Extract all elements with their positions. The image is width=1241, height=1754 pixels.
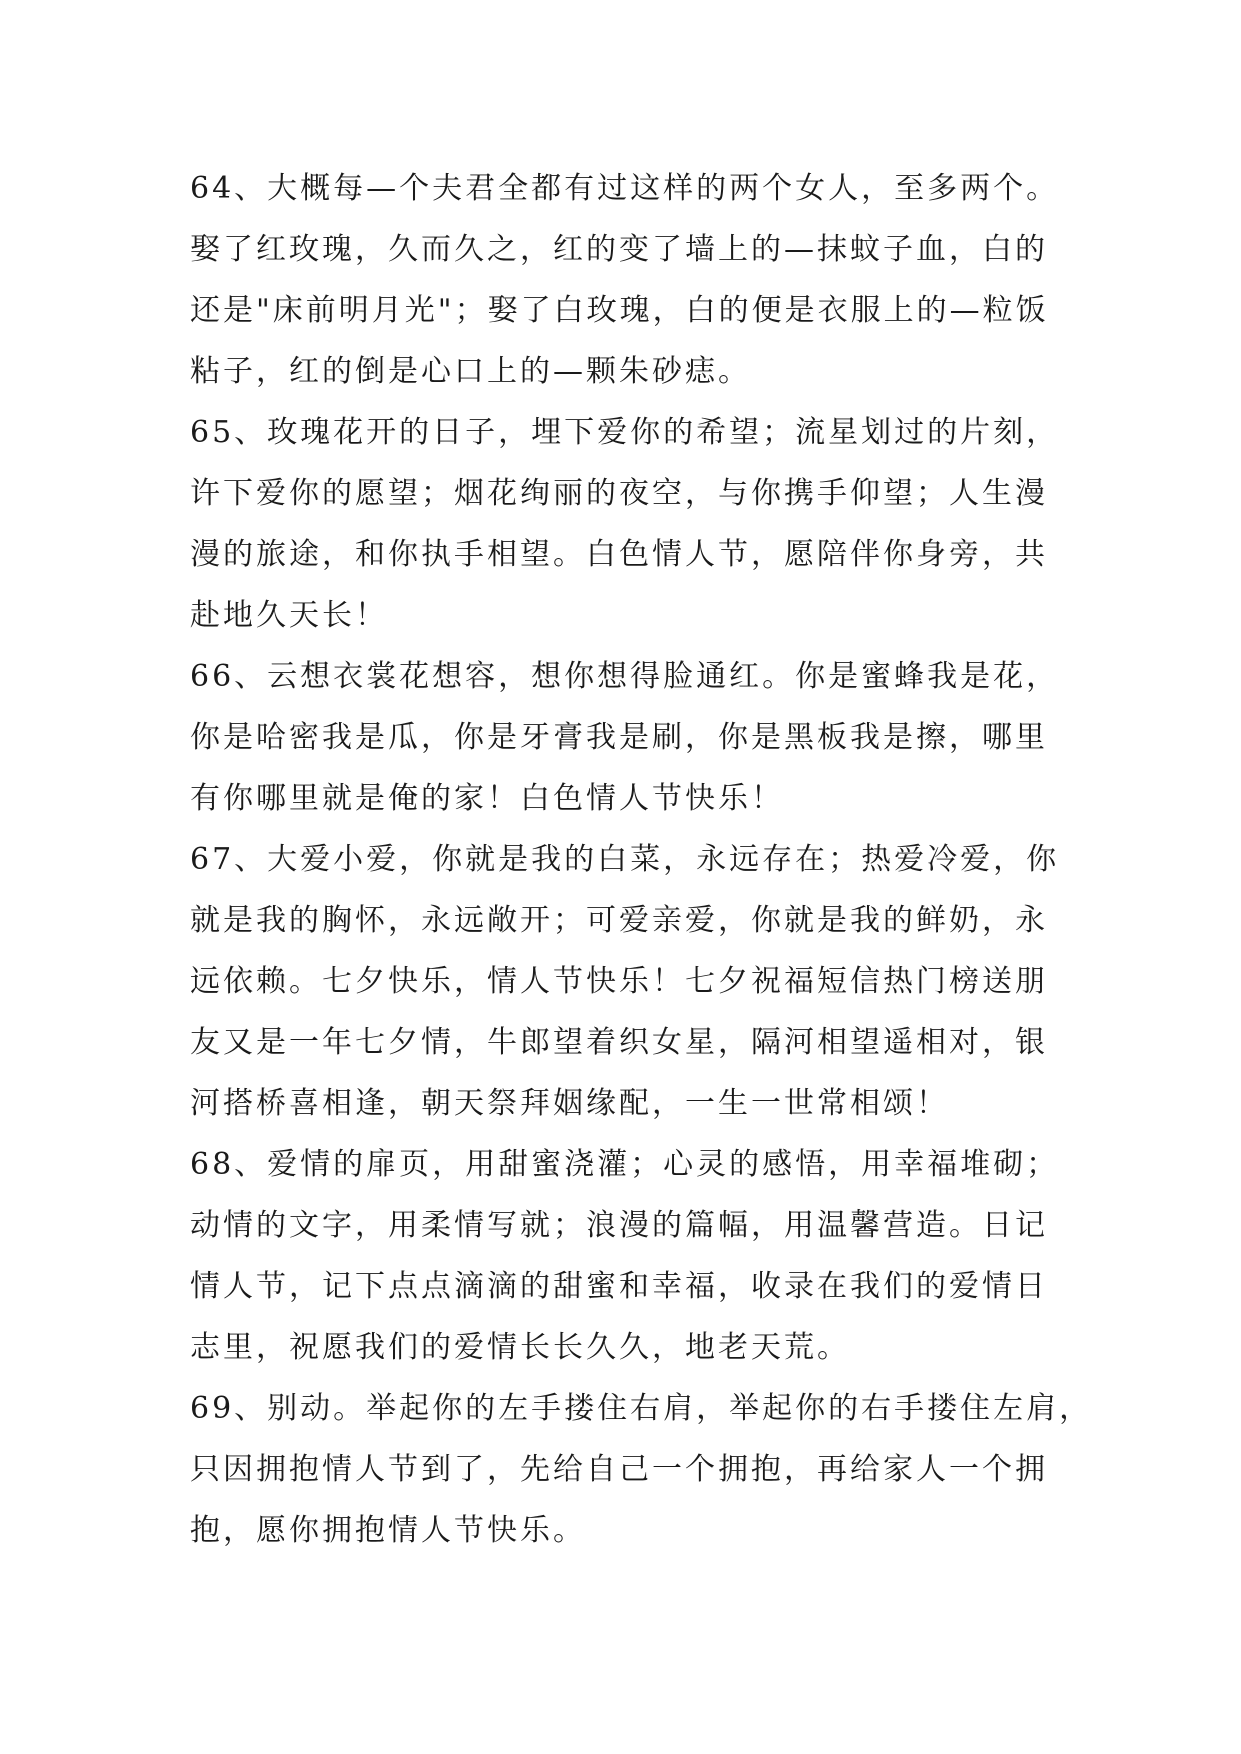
text-line: 有你哪里就是俺的家！白色情人节快乐！: [190, 781, 784, 816]
text-line: 67、大爱小爱，你就是我的白菜，永远存在；热爱冷爱，你: [190, 842, 1060, 877]
text-line: 你是哈密我是瓜，你是牙膏我是刷，你是黑板我是擦，哪里: [190, 720, 1048, 755]
text-line: 志里，祝愿我们的爱情长长久久，地老天荒。: [190, 1330, 850, 1365]
text-line: 情人节，记下点点滴滴的甜蜜和幸福，收录在我们的爱情日: [190, 1269, 1048, 1304]
text-line: 就是我的胸怀，永远敞开；可爱亲爱，你就是我的鲜奶，永: [190, 903, 1048, 938]
text-line: 还是"床前明月光"；娶了白玫瑰，白的便是衣服上的—粒饭: [190, 293, 1049, 328]
text-line: 只因拥抱情人节到了，先给自己一个拥抱，再给家人一个拥: [190, 1452, 1048, 1487]
text-line: 65、玫瑰花开的日子，埋下爱你的希望；流星划过的片刻，: [190, 415, 1060, 450]
text-line: 友又是一年七夕情，牛郎望着织女星，隔河相望遥相对，银: [190, 1025, 1048, 1060]
text-line: 娶了红玫瑰，久而久之，红的变了墙上的—抹蚊子血，白的: [190, 232, 1048, 267]
text-line: 64、大概每—个夫君全都有过这样的两个女人，至多两个。: [190, 171, 1060, 206]
text-line: 许下爱你的愿望；烟花绚丽的夜空，与你携手仰望；人生漫: [190, 476, 1048, 511]
text-line: 粘子，红的倒是心口上的—颗朱砂痣。: [190, 354, 751, 389]
text-line: 动情的文字，用柔情写就；浪漫的篇幅，用温馨营造。日记: [190, 1208, 1048, 1243]
text-line: 69、别动。举起你的左手搂住右肩，举起你的右手搂住左肩，: [190, 1391, 1093, 1426]
text-line: 漫的旅途，和你执手相望。白色情人节，愿陪伴你身旁，共: [190, 537, 1048, 572]
text-line: 66、云想衣裳花想容，想你想得脸通红。你是蜜蜂我是花，: [190, 659, 1060, 694]
text-line: 远依赖。七夕快乐，情人节快乐！七夕祝福短信热门榜送朋: [190, 964, 1048, 999]
document-body: [190, 158, 1093, 1561]
text-line: 68、爱情的扉页，用甜蜜浇灌；心灵的感悟，用幸福堆砌；: [190, 1147, 1060, 1182]
text-line: 河搭桥喜相逢，朝天祭拜姻缘配，一生一世常相颂！: [190, 1086, 949, 1121]
text-line: 赴地久天长！: [190, 598, 388, 633]
text-line: 抱，愿你拥抱情人节快乐。: [190, 1513, 586, 1548]
